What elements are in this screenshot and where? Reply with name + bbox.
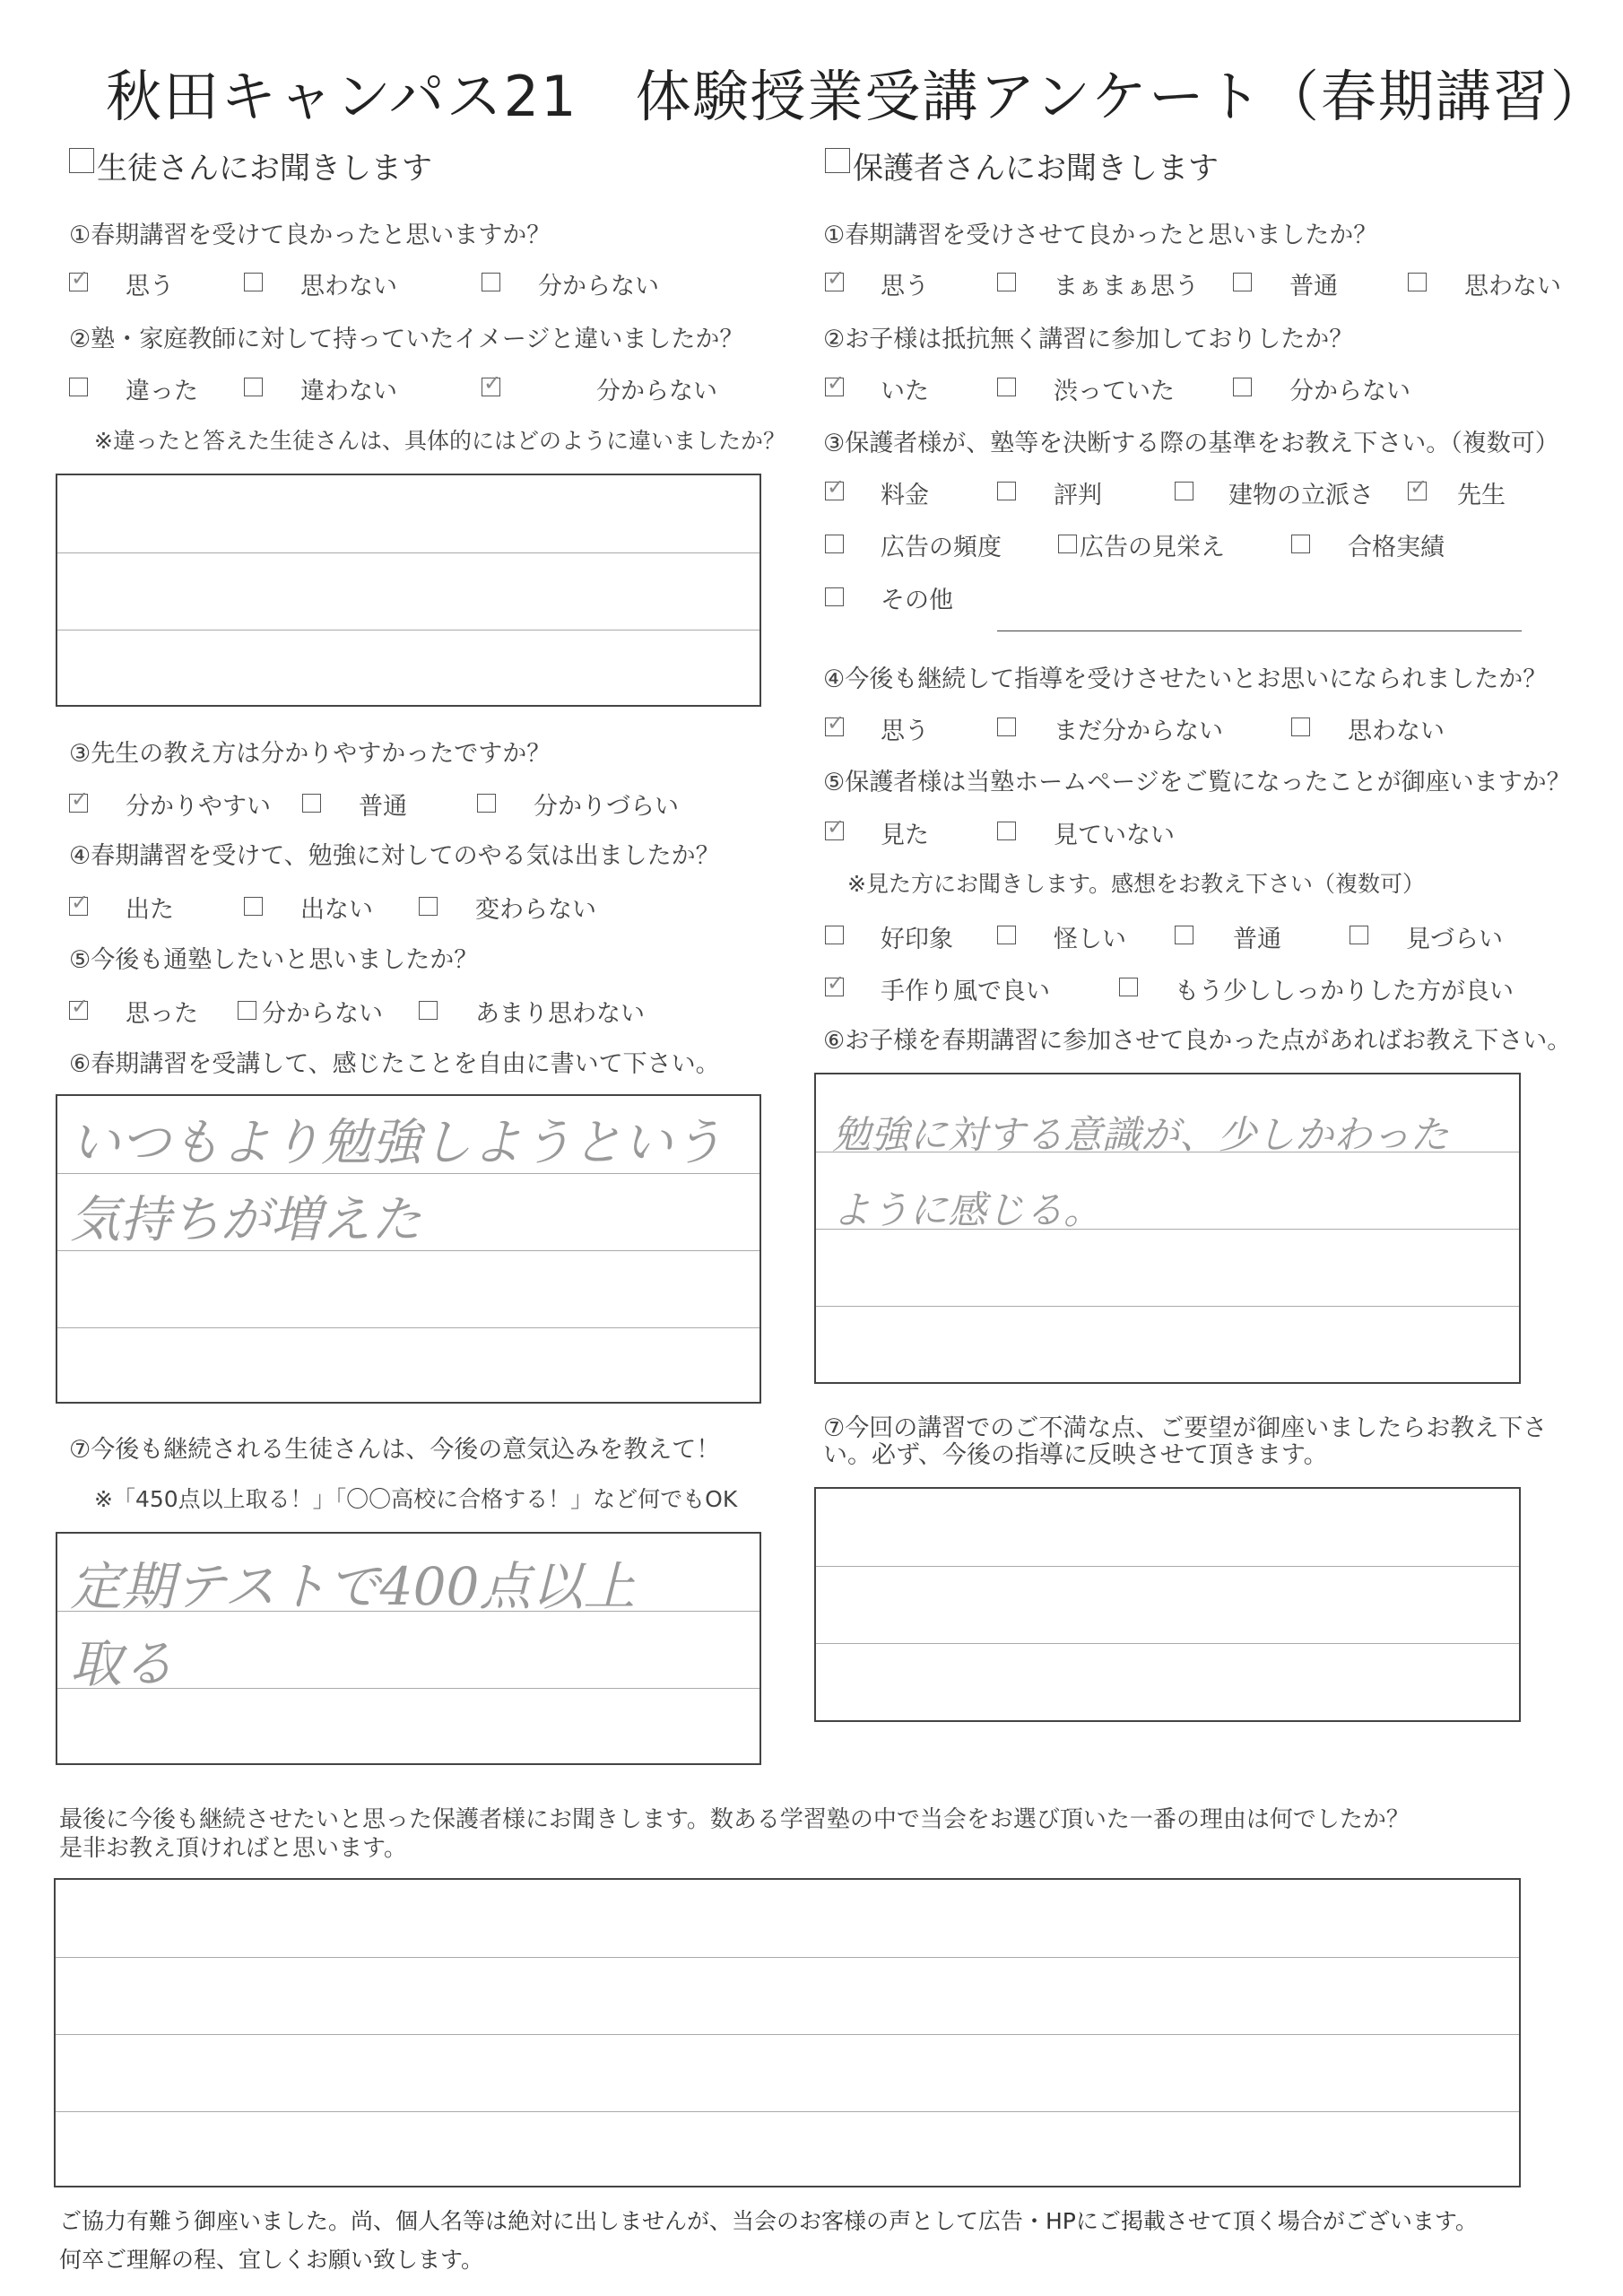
parent-q6-text: ⑥お子様を春期講習に参加させて良かった点があればお教え下さい。 <box>823 1027 1572 1055</box>
student-q1-option-3-label: 分からない <box>538 273 659 300</box>
parent-q1-option-2-checkbox[interactable] <box>997 273 1016 291</box>
student-q1-option-3-checkbox[interactable] <box>482 273 500 291</box>
parent-q4-option-2-label: まだ分からない <box>1054 718 1223 745</box>
student-q2-option-1-label: 違った <box>126 378 198 405</box>
student-q7-text: ⑦今後も継続される生徒さんは、今後の意気込みを教えて！ <box>69 1436 721 1464</box>
student-q7-note: ※「450点以上取る！」「〇〇高校に合格する！」など何でもOK <box>94 1486 738 1512</box>
parent-q2-option-2-label: 渋っていた <box>1054 378 1175 405</box>
parent-impression-5-label: 手作り風で良い <box>881 978 1050 1005</box>
student-q5-option-1-checkbox[interactable] <box>69 1001 88 1020</box>
final-answer-box[interactable] <box>54 1878 1521 2187</box>
parent-section-heading: 保護者さんにお聞きします <box>853 151 1219 187</box>
parent-q1-option-4-checkbox[interactable] <box>1408 273 1427 291</box>
parent-impression-3-checkbox[interactable] <box>1175 926 1193 944</box>
parent-q6-answer-box[interactable] <box>814 1073 1521 1384</box>
parent-q3-option-6-checkbox[interactable] <box>1058 535 1077 553</box>
parent-q2-text: ②お子様は抵抗無く講習に参加しておりしたか？ <box>823 326 1354 353</box>
parent-impression-6-checkbox[interactable] <box>1119 978 1138 996</box>
parent-q3-option-7-checkbox[interactable] <box>1291 535 1310 553</box>
student-q4-option-2-checkbox[interactable] <box>244 897 263 916</box>
student-q5-text: ⑤今後も通塾したいと思いましたか？ <box>69 946 479 974</box>
student-q2-option-3-label: 分からない <box>596 378 717 405</box>
student-q1-option-1-label: 思う <box>126 273 174 300</box>
parent-q7-answer-box[interactable] <box>814 1487 1521 1722</box>
student-q4-option-1-checkbox[interactable] <box>69 897 88 916</box>
parent-q5-text: ⑤保護者様は当塾ホームページをご覧になったことが御座いますか？ <box>823 769 1571 796</box>
final-question-line-1: 最後に今後も継続させたいと思った保護者様にお聞きします。数ある学習塾の中で当会をお選び頂いた一番の理由は何でしたか？ <box>59 1806 1410 1833</box>
parent-impression-5-checkbox[interactable] <box>825 978 844 996</box>
student-q2-answer-box[interactable] <box>56 474 761 707</box>
student-q5-option-1-label: 思った <box>126 1000 198 1028</box>
page-title: 秋田キャンパス21 体験授業受講アンケート（春期講習） <box>106 64 1608 129</box>
student-q7-answer-line-1: 定期テストで400点以上 <box>70 1556 636 1617</box>
parent-q1-option-1-checkbox[interactable] <box>825 273 844 291</box>
parent-q3-text: ③保護者様が、塾等を決断する際の基準をお教え下さい。（複数可） <box>823 430 1559 457</box>
student-q7-answer-box[interactable] <box>56 1532 761 1765</box>
parent-q5-option-2-label: 見ていない <box>1054 822 1175 849</box>
parent-impression-3-label: 普通 <box>1233 926 1281 953</box>
student-q5-option-2-checkbox[interactable] <box>238 1001 256 1020</box>
parent-q3-option-4-checkbox[interactable] <box>1408 482 1427 500</box>
parent-q3-option-1-checkbox[interactable] <box>825 482 844 500</box>
parent-q7-text-line-2: い。必ず、今後の指導に反映させて頂きます。 <box>823 1441 1328 1469</box>
student-q3-text: ③先生の教え方は分かりやすかったですか？ <box>69 740 551 768</box>
parent-impression-2-checkbox[interactable] <box>997 926 1016 944</box>
footer-line-1: ご協力有難う御座いました。尚、個人名等は絶対に出しませんが、当会のお客様の声として広告・HPにご掲載させて頂く場合がございます。 <box>59 2208 1478 2234</box>
footer-line-2: 何卒ご理解の程、宜しくお願い致します。 <box>59 2247 484 2273</box>
student-q3-option-3-checkbox[interactable] <box>477 794 496 813</box>
student-q6-answer-box[interactable] <box>56 1094 761 1404</box>
parent-q3-option-2-label: 評判 <box>1054 482 1102 509</box>
parent-q2-option-3-label: 分からない <box>1289 378 1410 405</box>
parent-q3-option-8-checkbox[interactable] <box>825 587 844 606</box>
parent-q4-option-1-label: 思う <box>881 718 929 745</box>
student-q2-option-2-label: 違わない <box>300 378 397 405</box>
student-q3-option-3-label: 分かりづらい <box>534 793 679 821</box>
student-q2-option-3-checkbox[interactable] <box>482 378 500 396</box>
parent-q5-option-2-checkbox[interactable] <box>997 822 1016 840</box>
student-q4-text: ④春期講習を受けて、勉強に対してのやる気は出ましたか？ <box>69 842 720 870</box>
student-q1-option-2-label: 思わない <box>300 273 397 300</box>
parent-q4-option-3-label: 思わない <box>1348 718 1445 745</box>
student-q3-option-2-label: 普通 <box>359 793 407 821</box>
parent-q6-answer-line-1: 勉強に対する意識が、少しかわった <box>832 1113 1449 1158</box>
parent-q5-option-1-label: 見た <box>881 822 929 849</box>
parent-q3-option-5-label: 広告の頻度 <box>881 534 1002 561</box>
parent-q3-option-2-checkbox[interactable] <box>997 482 1016 500</box>
parent-q2-option-2-checkbox[interactable] <box>997 378 1016 396</box>
student-q3-option-1-checkbox[interactable] <box>69 794 88 813</box>
student-q4-option-1-label: 出た <box>126 896 174 924</box>
student-q7-answer-line-2: 取る <box>70 1633 175 1694</box>
parent-q7-text-line-1: ⑦今回の講習でのご不満な点、ご要望が御座いましたらお教え下さ <box>823 1414 1548 1442</box>
parent-q3-option-1-label: 料金 <box>881 482 929 509</box>
parent-q3-option-3-label: 建物の立派さ <box>1228 482 1374 509</box>
parent-q1-option-3-checkbox[interactable] <box>1233 273 1252 291</box>
parent-q3-option-8-label: その他 <box>881 587 953 614</box>
parent-q4-text: ④今後も継続して指導を受けさせたいとお思いになられましたか？ <box>823 665 1548 693</box>
parent-q6-answer-line-2: ように感じる。 <box>832 1188 1102 1233</box>
student-q6-answer-line-1: いつもより勉強しようという <box>70 1114 723 1172</box>
student-q3-option-1-label: 分かりやすい <box>126 793 271 821</box>
student-q2-note: ※違ったと答えた生徒さんは、具体的にはどのように違いましたか？ <box>94 428 785 454</box>
parent-q3-option-5-checkbox[interactable] <box>825 535 844 553</box>
parent-q3-option-4-label: 先生 <box>1457 482 1506 509</box>
student-q6-answer-line-2: 気持ちが増えた <box>70 1191 421 1249</box>
parent-section-checkbox[interactable] <box>825 148 850 173</box>
parent-q1-text: ①春期講習を受けさせて良かったと思いましたか？ <box>823 222 1378 249</box>
student-q2-text: ②塾・家庭教師に対して持っていたイメージと違いましたか？ <box>69 326 744 353</box>
parent-q4-option-2-checkbox[interactable] <box>997 718 1016 736</box>
parent-impression-4-checkbox[interactable] <box>1350 926 1368 944</box>
final-question-line-2: 是非お教え頂ければと思います。 <box>59 1835 407 1862</box>
student-q4-option-3-checkbox[interactable] <box>419 897 438 916</box>
parent-q1-option-1-label: 思う <box>881 273 929 300</box>
parent-impression-6-label: もう少ししっかりした方が良い <box>1175 978 1514 1005</box>
student-q1-option-2-checkbox[interactable] <box>244 273 263 291</box>
parent-q3-option-6-label: 広告の見栄え <box>1080 534 1225 561</box>
student-section-heading: 生徒さんにお聞きします <box>97 151 432 187</box>
student-q4-option-3-label: 変わらない <box>475 896 596 924</box>
parent-q1-option-3-label: 普通 <box>1289 273 1338 300</box>
parent-impression-1-label: 好印象 <box>881 926 953 953</box>
parent-q3-option-7-label: 合格実績 <box>1348 534 1445 561</box>
parent-q2-option-1-label: いた <box>881 378 929 405</box>
student-q1-text: ①春期講習を受けて良かったと思いますか？ <box>69 222 551 249</box>
student-q4-option-2-label: 出ない <box>300 896 373 924</box>
parent-q1-option-2-label: まぁまぁ思う <box>1054 273 1199 300</box>
parent-q5-note: ※見た方にお聞きします。感想をお教え下さい（複数可） <box>847 871 1425 897</box>
student-q5-option-3-checkbox[interactable] <box>419 1001 438 1020</box>
parent-q4-option-1-checkbox[interactable] <box>825 718 844 736</box>
parent-q1-option-4-label: 思わない <box>1464 273 1561 300</box>
student-q2-option-1-checkbox[interactable] <box>69 378 88 396</box>
student-q2-option-2-checkbox[interactable] <box>244 378 263 396</box>
parent-impression-4-label: 見づらい <box>1406 926 1503 953</box>
student-q1-option-1-checkbox[interactable] <box>69 273 88 291</box>
student-q5-option-3-label: あまり思わない <box>475 1000 645 1028</box>
student-q5-option-2-label: 分からない <box>262 1000 383 1028</box>
parent-impression-2-label: 怪しい <box>1054 926 1126 953</box>
student-q6-text: ⑥春期講習を受講して、感じたことを自由に書いて下さい。 <box>69 1050 720 1078</box>
parent-impression-1-checkbox[interactable] <box>825 926 844 944</box>
student-section-checkbox[interactable] <box>69 148 94 173</box>
parent-q4-option-3-checkbox[interactable] <box>1291 718 1310 736</box>
parent-q3-option-3-checkbox[interactable] <box>1175 482 1193 500</box>
parent-q2-option-1-checkbox[interactable] <box>825 378 844 396</box>
student-q3-option-2-checkbox[interactable] <box>302 794 321 813</box>
parent-q2-option-3-checkbox[interactable] <box>1233 378 1252 396</box>
parent-q5-option-1-checkbox[interactable] <box>825 822 844 840</box>
